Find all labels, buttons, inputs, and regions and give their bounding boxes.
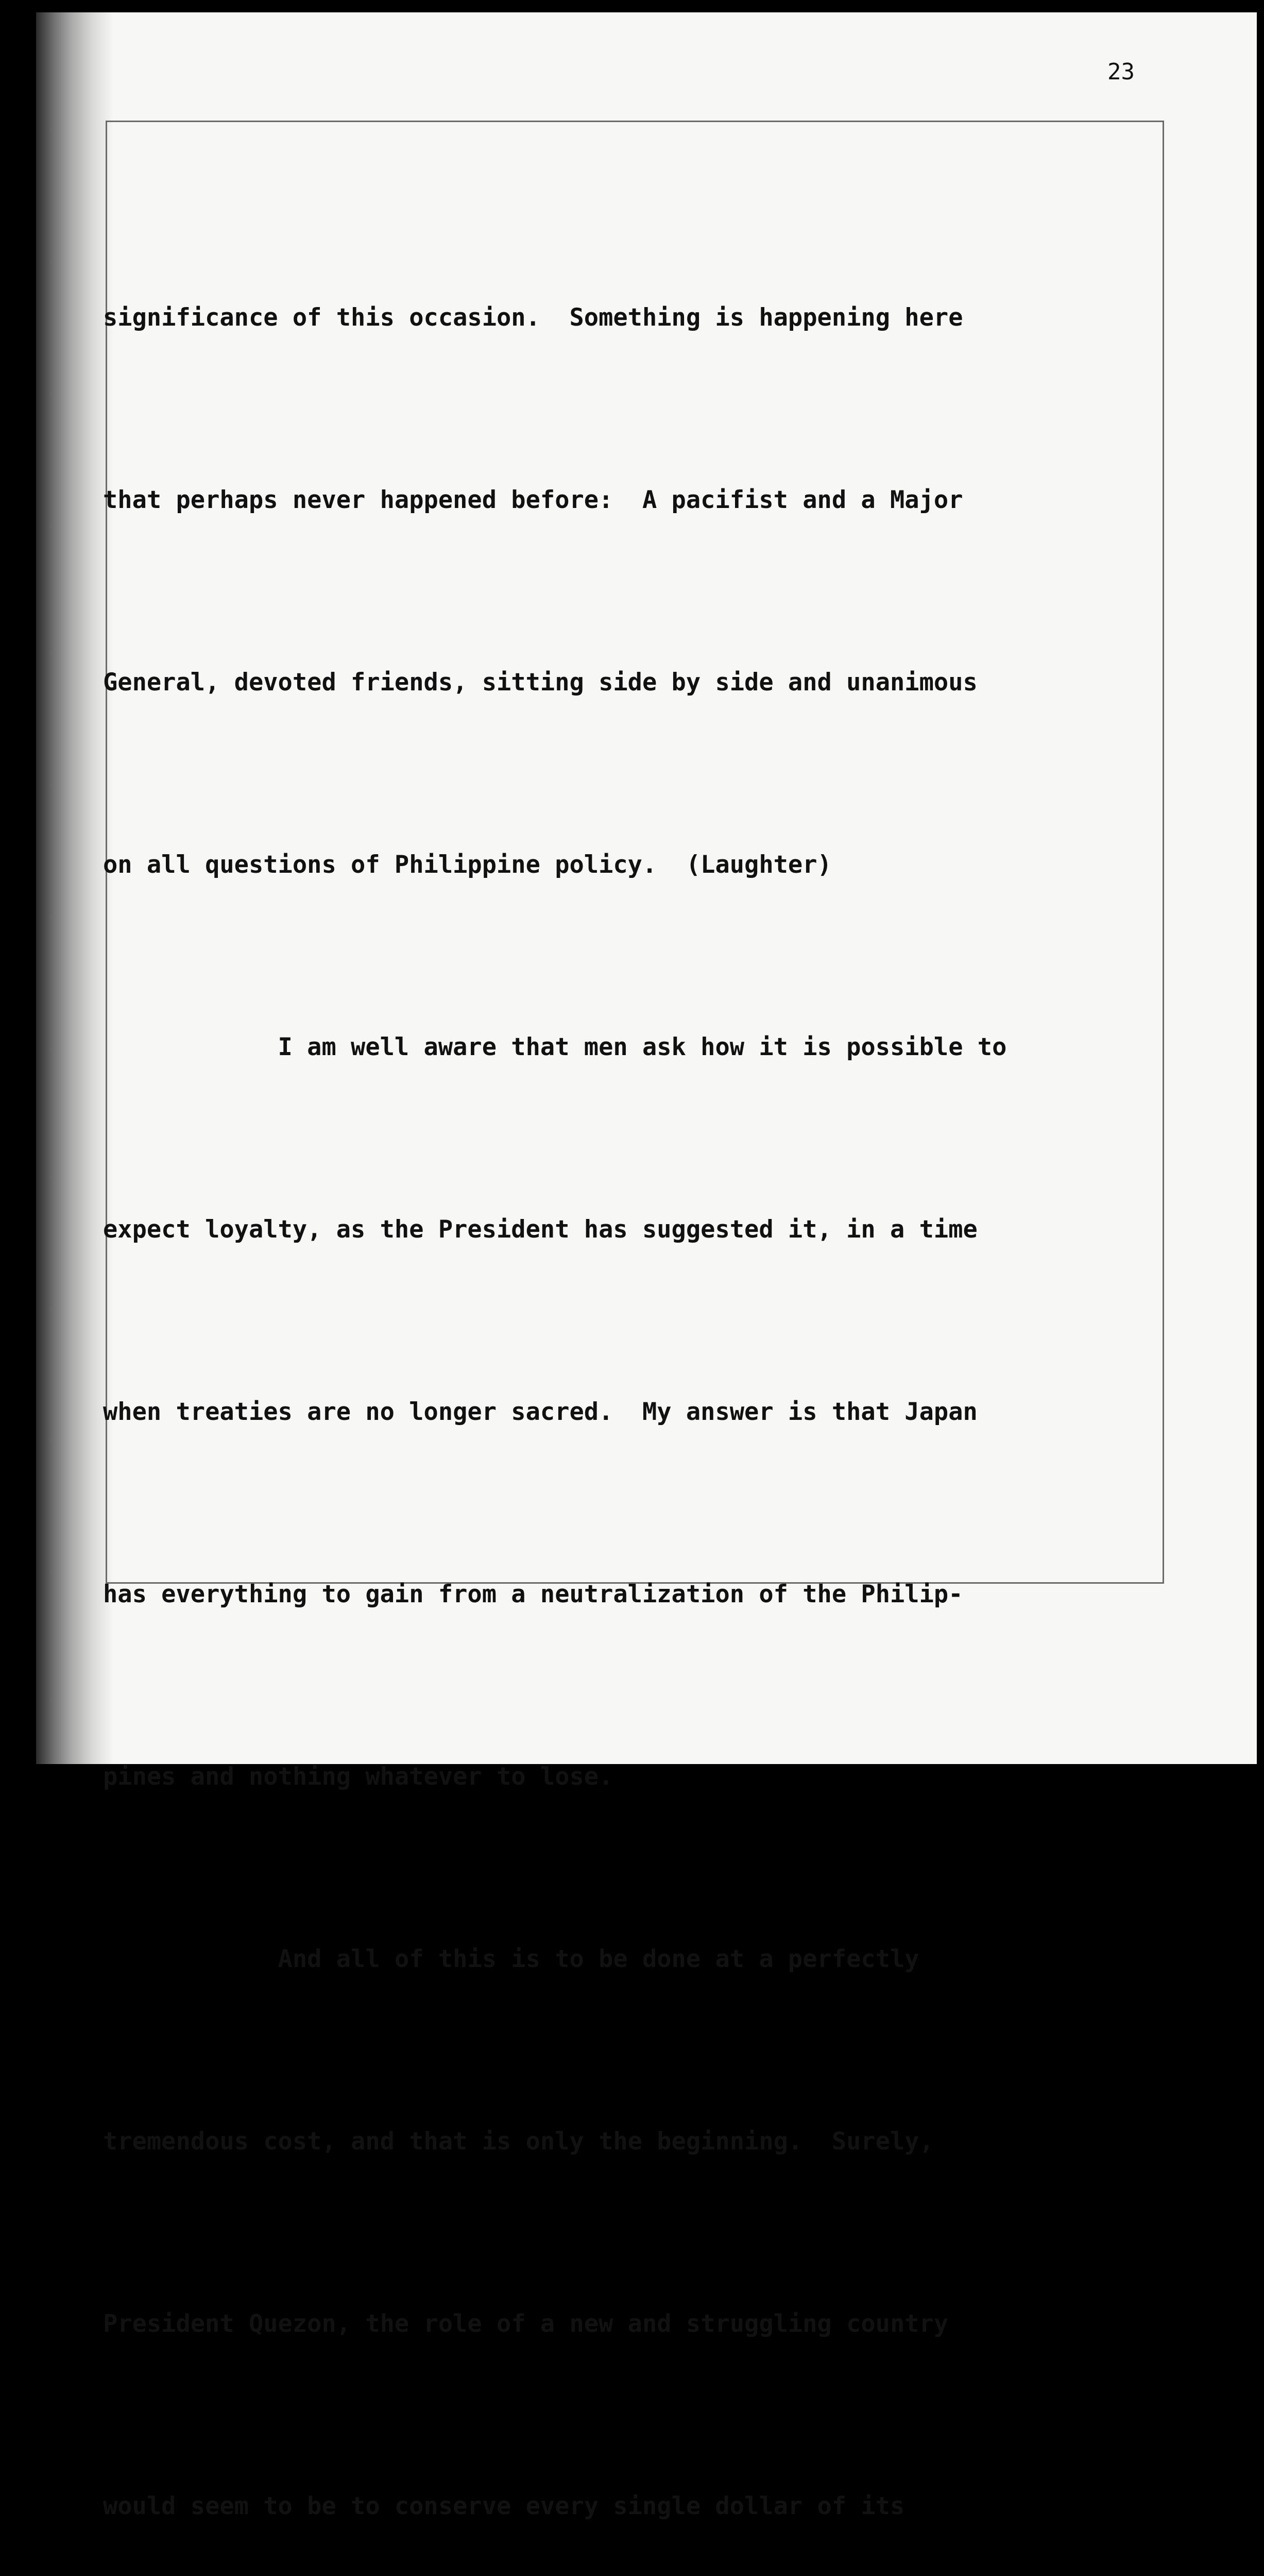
text-line: that perhaps never happened before: A pacifist and a Major [103, 486, 963, 514]
text-line: on all questions of Philippine policy. (Laughter) [103, 851, 832, 879]
text-line: General, devoted friends, sitting side by side and unanimous [103, 668, 978, 697]
text-line: pines and nothing whatever to lose. [103, 1762, 613, 1791]
text-line: tremendous cost, and that is only the beginning. Surely, [103, 2127, 934, 2156]
body-text [103, 166, 1185, 2576]
text-line: I am well aware that men ask how it is possible to [103, 1033, 1007, 1061]
text-line: expect loyalty, as the President has suggested it, in a time [103, 1215, 978, 1244]
text-line: President Quezon, the role of a new and struggling country [103, 2310, 949, 2338]
text-line: has everything to gain from a neutralization of the Philip- [103, 1580, 963, 1608]
binding-shadow [36, 12, 113, 1764]
text-line: And all of this is to be done at a perfectly [103, 1945, 919, 1973]
text-line: would seem to be to conserve every single dollar of its [103, 2492, 905, 2520]
text-line: significance of this occasion. Something is happening here [103, 303, 963, 332]
text-line: when treaties are no longer sacred. My answer is that Japan [103, 1398, 978, 1426]
page-number: 23 [1107, 59, 1135, 85]
